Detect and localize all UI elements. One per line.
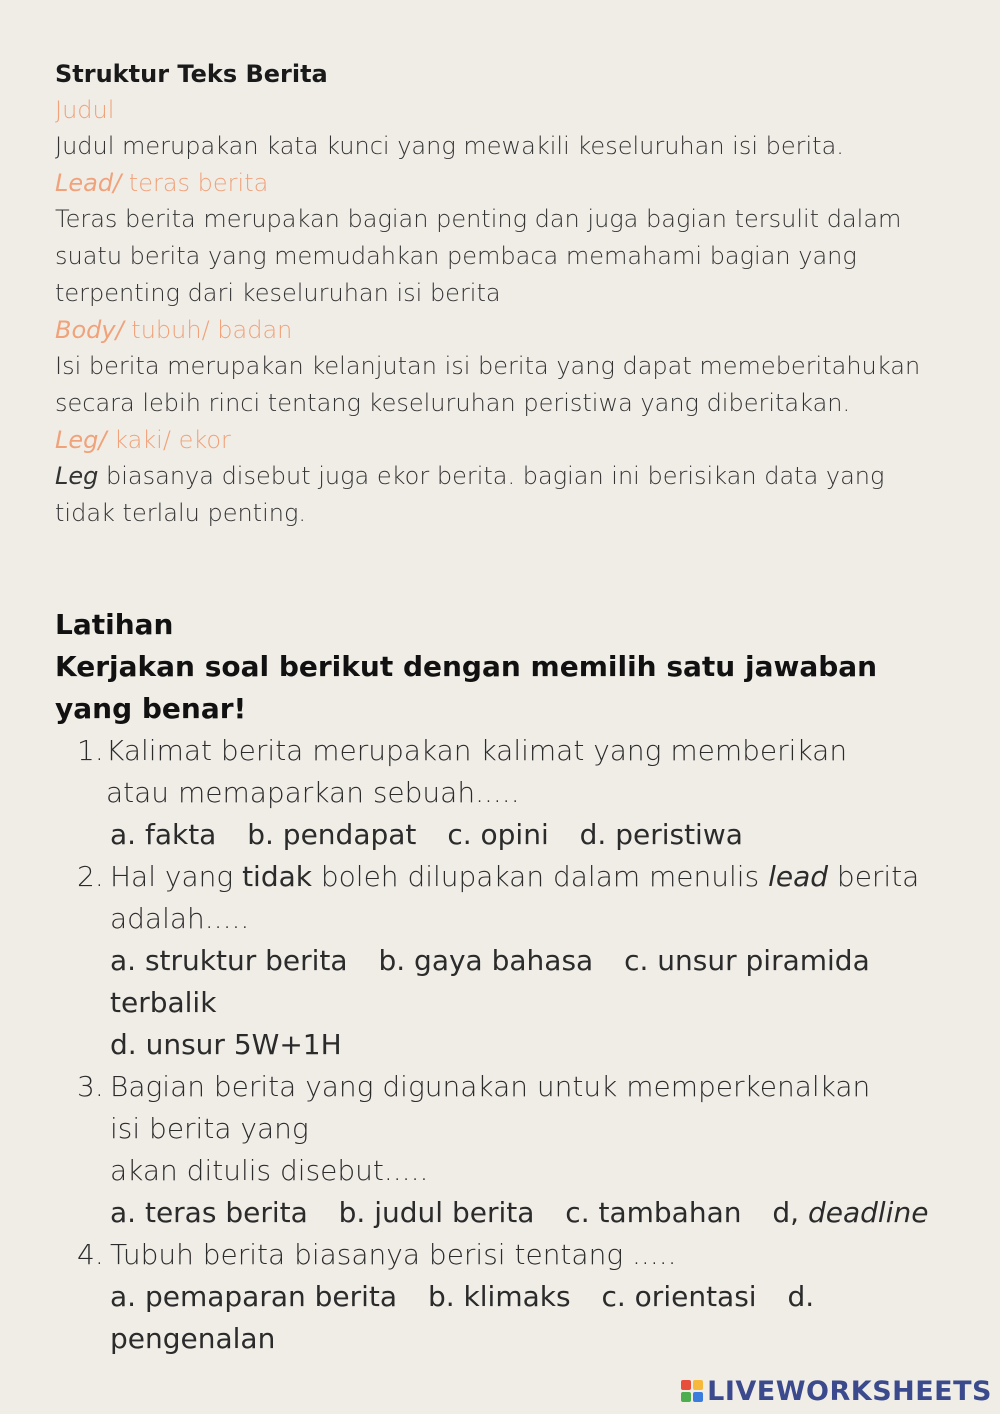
logo-square-2 bbox=[693, 1380, 703, 1390]
logo-square-3 bbox=[681, 1392, 691, 1402]
question-number: 4. bbox=[77, 1238, 104, 1271]
question-2 bbox=[55, 856, 955, 940]
section-title: Struktur Teks Berita bbox=[55, 60, 328, 88]
subheading-leg: Leg/ kaki/ ekor bbox=[55, 426, 231, 454]
subheading-body: Body/ tubuh/ badan bbox=[55, 316, 293, 344]
option-c[interactable]: c. orientasi bbox=[601, 1280, 757, 1313]
liveworksheets-logo bbox=[681, 1374, 992, 1408]
logo-icon bbox=[681, 1380, 703, 1402]
question-text: Hal yang tidak boleh dilupakan dalam menulis lead berita adalah..... bbox=[110, 860, 920, 935]
option-a[interactable]: a. struktur berita bbox=[110, 944, 348, 977]
option-b[interactable]: b. klimaks bbox=[427, 1280, 571, 1313]
question-3 bbox=[55, 1066, 955, 1192]
option-c[interactable]: c. tambahan bbox=[565, 1196, 742, 1229]
paragraph-lead: Teras berita merupakan bagian penting dan juga bagian tersulit dalam suatu berita yang memudahkan pembaca memahami bagian yang terpenting dari keseluruhan isi berita bbox=[55, 205, 902, 307]
option-c[interactable]: c. unsur piramida terbalik bbox=[110, 944, 870, 1019]
option-b[interactable]: b. pendapat bbox=[247, 818, 417, 851]
option-c[interactable]: c. opini bbox=[447, 818, 549, 851]
option-a[interactable]: a. pemaparan berita bbox=[110, 1280, 398, 1313]
logo-square-4 bbox=[693, 1392, 703, 1402]
question-3-options bbox=[110, 1192, 955, 1234]
option-d[interactable]: d. unsur 5W+1H bbox=[110, 1028, 342, 1061]
instruction: Kerjakan soal berikut dengan memilih satu jawaban yang benar! bbox=[55, 650, 878, 725]
paragraph-body: Isi berita merupakan kelanjutan isi berita yang dapat memeberitahukan secara lebih rinci tentang keseluruhan peristiwa yang diberitakan. bbox=[55, 352, 921, 417]
question-text: Tubuh berita biasanya berisi tentang ..... bbox=[110, 1238, 677, 1271]
paragraph-judul: Judul merupakan kata kunci yang mewakili keseluruhan isi berita. bbox=[55, 132, 844, 160]
question-2-options bbox=[110, 940, 955, 1024]
question-number: 2. bbox=[77, 860, 104, 893]
option-b[interactable]: b. gaya bahasa bbox=[378, 944, 594, 977]
latihan-section bbox=[55, 604, 955, 1360]
option-a[interactable]: a. fakta bbox=[110, 818, 217, 851]
question-4-options bbox=[110, 1276, 955, 1360]
option-d[interactable]: d. pengenalan bbox=[110, 1280, 815, 1355]
question-1 bbox=[55, 730, 955, 814]
option-d[interactable]: d. peristiwa bbox=[579, 818, 743, 851]
option-a[interactable]: a. teras berita bbox=[110, 1196, 308, 1229]
subheading-judul: Judul bbox=[55, 96, 115, 124]
question-2-options-line-2 bbox=[110, 1024, 955, 1066]
question-4 bbox=[55, 1234, 955, 1276]
option-b[interactable]: b. judul berita bbox=[338, 1196, 535, 1229]
question-text-line-2: akan ditulis disebut..... bbox=[110, 1154, 429, 1187]
subheading-lead: Lead/ teras berita bbox=[55, 169, 269, 197]
question-number: 1. bbox=[77, 734, 104, 767]
logo-text: LIVEWORKSHEETS bbox=[707, 1375, 992, 1407]
question-1-options bbox=[110, 814, 955, 856]
paragraph-leg: Leg biasanya disebut juga ekor berita. bagian ini berisikan data yang tidak terlalu penting. bbox=[55, 462, 885, 527]
option-d[interactable]: d, deadline bbox=[772, 1196, 929, 1229]
logo-square-1 bbox=[681, 1380, 691, 1390]
question-text: Kalimat berita merupakan kalimat yang memberikan atau memaparkan sebuah..... bbox=[106, 734, 848, 809]
question-number: 3. bbox=[77, 1070, 104, 1103]
question-text: Bagian berita yang digunakan untuk memperkenalkan isi berita yang bbox=[110, 1070, 871, 1145]
struktur-section bbox=[55, 56, 945, 532]
latihan-title: Latihan bbox=[55, 608, 174, 641]
